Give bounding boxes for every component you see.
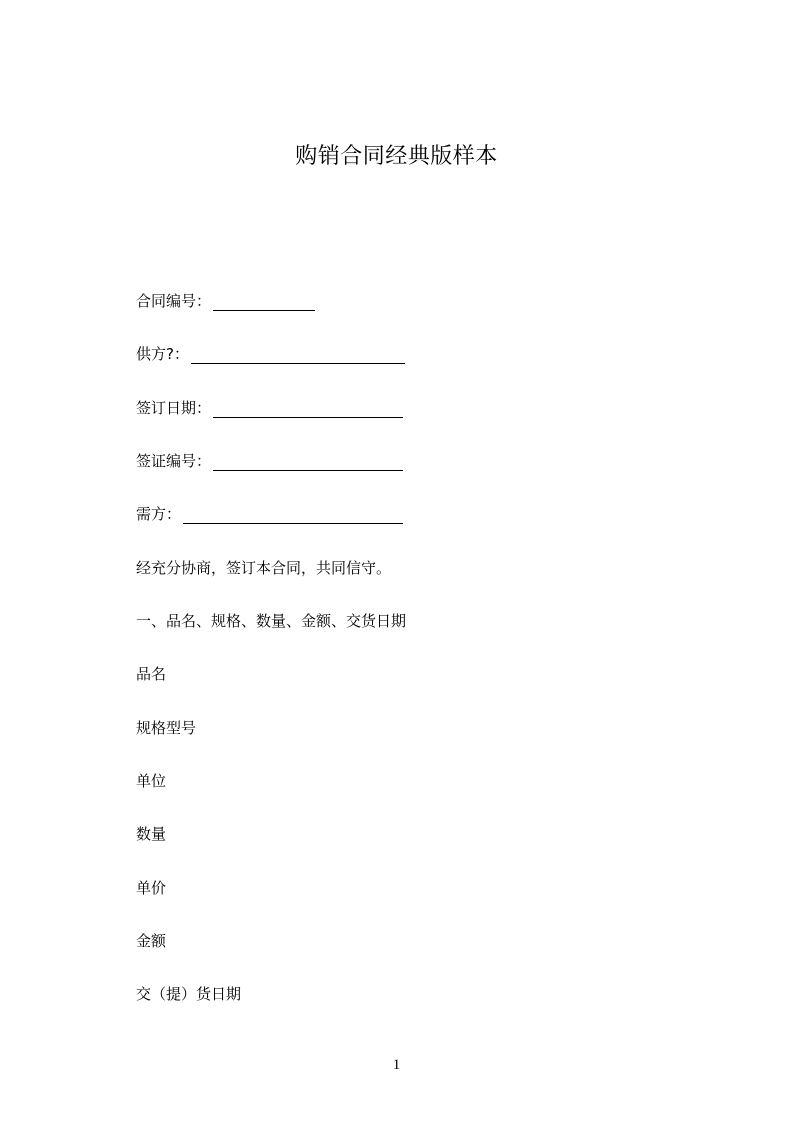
field-buyer — [136, 504, 403, 524]
item-delivery-date: 交（提）货日期 — [136, 985, 242, 1003]
item-amount: 金额 — [136, 932, 167, 950]
item-unit: 单位 — [136, 772, 167, 790]
blank-line — [213, 294, 315, 311]
blank-line — [213, 401, 403, 418]
intro-paragraph: 经充分协商，签订本合同，共同信守。 — [136, 559, 392, 577]
blank-line — [183, 507, 403, 524]
item-unit-price: 单价 — [136, 879, 167, 897]
blank-line — [213, 454, 403, 471]
field-contract-number — [136, 291, 315, 311]
item-product-name: 品名 — [136, 665, 167, 683]
blank-line — [191, 347, 405, 364]
field-label: 需方： — [136, 505, 182, 523]
field-label: 签订日期： — [136, 399, 212, 417]
item-spec-model: 规格型号 — [136, 719, 197, 737]
page-number: 1 — [392, 1057, 401, 1073]
document-title: 购销合同经典版样本 — [295, 144, 498, 169]
field-label: 合同编号： — [136, 292, 212, 310]
field-label: 签证编号： — [136, 452, 212, 470]
item-quantity: 数量 — [136, 825, 167, 843]
field-signing-date — [136, 398, 403, 418]
field-supplier — [136, 344, 405, 364]
field-label: 供方?： — [136, 345, 189, 363]
section-heading: 一、品名、规格、数量、金额、交货日期 — [136, 612, 407, 630]
field-visa-number — [136, 451, 403, 471]
